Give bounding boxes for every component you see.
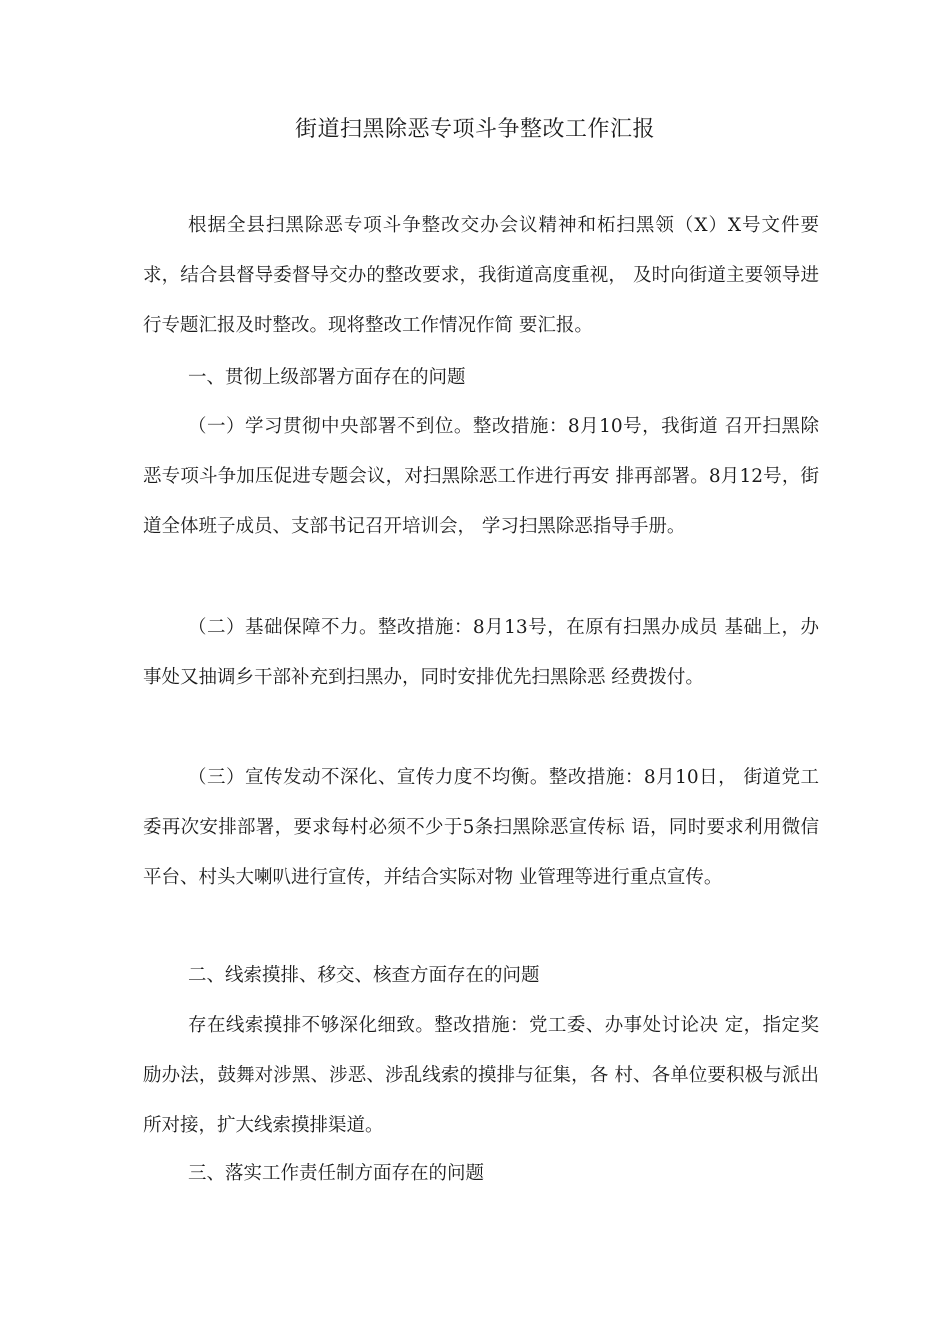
intro-paragraph: 根据全县扫黑除恶专项斗争整改交办会议精神和柘扫黑领（X）X号文件要求，结合县督导委督导交办的整改要求，我街道高度重视， 及时向街道主要领导进行专题汇报及时整改。现将整改工作情况作简 要汇报。	[143, 215, 819, 336]
section-3-heading: 三、落实工作责任制方面存在的问题	[188, 1163, 485, 1184]
document-title: 街道扫黑除恶专项斗争整改工作汇报	[294, 117, 655, 142]
section-1-heading: 一、贯彻上级部署方面存在的问题	[188, 367, 466, 388]
section-2-heading: 二、线索摸排、移交、核查方面存在的问题	[188, 965, 540, 986]
section-1-item-1: （一）学习贯彻中央部署不到位。整改措施：8月10号，我街道 召开扫黑除恶专项斗争加压促进专题会议，对扫黑除恶工作进行再安 排再部署。8月12号，街道全体班子成员、支部书记召开培训会， 学习扫黑除恶指导手册。	[143, 416, 819, 537]
section-2-body: 存在线索摸排不够深化细致。整改措施：党工委、办事处讨论决 定，指定奖励办法，鼓舞对涉黑、涉恶、涉乱线索的摸排与征集，各 村、各单位要积极与派出所对接，扩大线索摸排渠道。	[143, 1015, 819, 1136]
section-1-item-3: （三）宣传发动不深化、宣传力度不均衡。整改措施：8月10日， 街道党工委再次安排部署，要求每村必须不少于5条扫黑除恶宣传标 语，同时要求利用微信平台、村头大喇叭进行宣传，并结合实际对物 业管理等进行重点宣传。	[143, 767, 819, 888]
section-1-item-2: （二）基础保障不力。整改措施：8月13号，在原有扫黑办成员 基础上，办事处又抽调乡干部补充到扫黑办，同时安排优先扫黑除恶 经费拨付。	[143, 617, 819, 688]
